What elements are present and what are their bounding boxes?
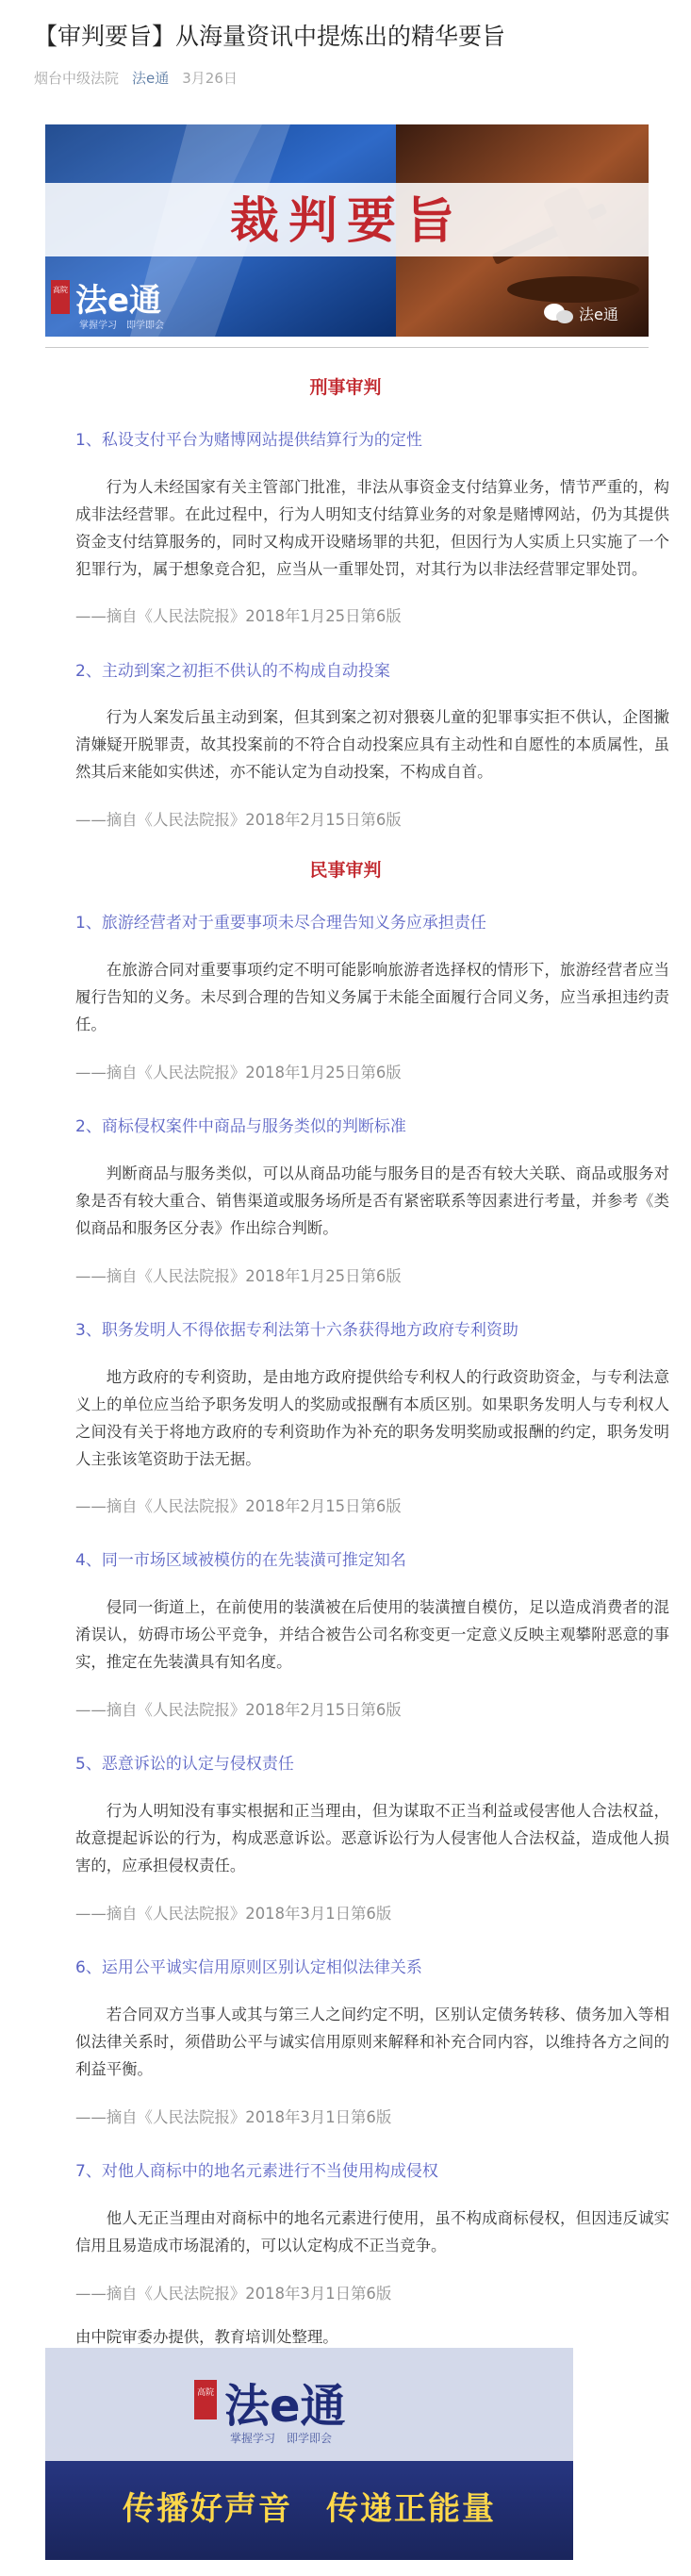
item-source: ——摘自《人民法院报》2018年2月15日第6版 [75, 811, 402, 829]
item-body: 若合同双方当事人或其与第三人之间约定不明，区别认定债务转移、债务加入等相似法律关系时，须借助公平与诚实信用原则来解释和补充合同内容，以维持各方之间的利益平衡。 [75, 2006, 669, 2078]
item-title: 6、运用公平诚实信用原则区别认定相似法律关系 [75, 1958, 422, 1977]
item-body: 行为人案发后虽主动到案，但其到案之初对猥亵儿童的犯罪事实拒不供认，企图撇清嫌疑开脱罪责，故其投案前的不符合自动投案应具有主动性和自愿性的本质属性，虽然其后来能如实供述，亦不能认定为自动投案，不构成自首。 [75, 708, 669, 781]
item-title: 1、私设支付平台为赌博网站提供结算行为的定性 [75, 431, 422, 450]
footer-logo: 法e通 [224, 2380, 346, 2433]
footer-image [45, 2348, 573, 2560]
item-source: ——摘自《人民法院报》2018年2月15日第6版 [75, 1497, 402, 1515]
item-title: 5、恶意诉讼的认定与侵权责任 [75, 1755, 294, 1774]
footer-slogan: 传播好声音 传递正能量 [123, 2490, 496, 2528]
item-source: ——摘自《人民法院报》2018年3月1日第6版 [75, 2108, 392, 2126]
item-source: ——摘自《人民法院报》2018年1月25日第6版 [75, 1267, 402, 1285]
item-source: ——摘自《人民法院报》2018年2月15日第6版 [75, 1701, 402, 1719]
footer-logo-tagline: 掌握学习 即学即会 [230, 2432, 333, 2445]
item-source: ——摘自《人民法院报》2018年3月1日第6版 [75, 2285, 392, 2303]
item-body: 侵同一街道上，在前使用的装潢被在后使用的装潢擅自模仿，足以造成消费者的混淆误认，妨碍市场公平竞争，并结合被告公司名称变更一定意义反映主观攀附恶意的事实，推定在先装潢具有知名度。 [75, 1598, 669, 1671]
item-body: 地方政府的专利资助，是由地方政府提供给专利权人的行政资助资金，与专利法意义上的单位应当给予职务发明人的奖励或报酬有本质区别。如果职务发明人与专利权人之间没有关于将地方政府的专利资助作为补充的职务发明奖励或报酬的约定，职务发明人主张该笔资助于法无据。 [75, 1368, 669, 1468]
item-source: ——摘自《人民法院报》2018年1月25日第6版 [75, 1064, 402, 1082]
divider [45, 347, 649, 348]
item-body: 判断商品与服务类似，可以从商品功能与服务目的是否有较大关联、商品或服务对象是否有较大重合、销售渠道或服务场所是否有紧密联系等因素进行考量，并参考《类似商品和服务区分表》作出综合判断。 [75, 1164, 669, 1237]
item-title: 2、主动到案之初拒不供认的不构成自动投案 [75, 662, 390, 681]
article-meta [34, 68, 238, 88]
logo-seal-text: 高院 [53, 286, 68, 294]
banner-heading: 裁判要旨 [229, 193, 465, 250]
item-title: 3、职务发明人不得依据专利法第十六条获得地方政府专利资助 [75, 1321, 518, 1340]
section-heading-civil: 民事审判 [309, 860, 382, 881]
item-body: 行为人未经国家有关主管部门批准，非法从事资金支付结算业务，情节严重的，构成非法经营罪。在此过程中，行为人明知支付结算业务的对象是赌博网站，仍为其提供资金支付结算服务的，同时又构成开设赌场罪的共犯，但因行为人实质上只实施了一个犯罪行为，属于想象竞合犯，应当从一重罪处罚，对其行为以非法经营罪定罪处罚。 [75, 478, 669, 578]
banner-slogan: 掌握学习 即学即会 [79, 321, 164, 331]
item-source: ——摘自《人民法院报》2018年3月1日第6版 [75, 1905, 392, 1923]
item-body: 行为人明知没有事实根据和正当理由，但为谋取不正当利益或侵害他人合法权益，故意提起诉讼的行为，构成恶意诉讼。恶意诉讼行为人侵害他人合法权益，造成他人损害的，应承担侵权责任。 [75, 1802, 669, 1874]
item-title: 1、旅游经营者对于重要事项未尽合理告知义务应承担责任 [75, 914, 486, 933]
item-title: 7、对他人商标中的地名元素进行不当使用构成侵权 [75, 2162, 438, 2181]
item-body: 他人无正当理由对商标中的地名元素进行使用，虽不构成商标侵权，但因违反诚实信用且易造成市场混淆的，可以认定构成不正当竞争。 [75, 2209, 669, 2254]
section-heading-criminal: 刑事审判 [309, 377, 382, 398]
footer-logo-seal [194, 2380, 217, 2419]
article-title: 【审判要旨】从海量资讯中提炼出的精华要旨 [34, 23, 506, 50]
item-title: 2、商标侵权案件中商品与服务类似的判断标准 [75, 1117, 406, 1136]
banner-logo: 法e通 [75, 282, 162, 320]
article-note: 由中院审委办提供，教育培训处整理。 [75, 2328, 338, 2346]
item-source: ——摘自《人民法院报》2018年1月25日第6版 [75, 607, 402, 625]
footer-logo-seal-text: 高院 [196, 2388, 215, 2398]
item-title: 4、同一市场区域被模仿的在先装潢可推定知名 [75, 1551, 406, 1570]
article-date: 3月26日 [182, 70, 238, 87]
banner-image [45, 124, 649, 337]
banner-wechat-label: 法e通 [579, 305, 618, 323]
item-body: 在旅游合同对重要事项约定不明可能影响旅游者选择权的情形下，旅游经营者应当履行告知的义务。未尽到合理的告知义务属于未能全面履行合同义务，应当承担违约责任。 [75, 961, 669, 1033]
account-link[interactable]: 法e通 [132, 70, 170, 87]
article-author: 烟台中级法院 [34, 70, 120, 87]
